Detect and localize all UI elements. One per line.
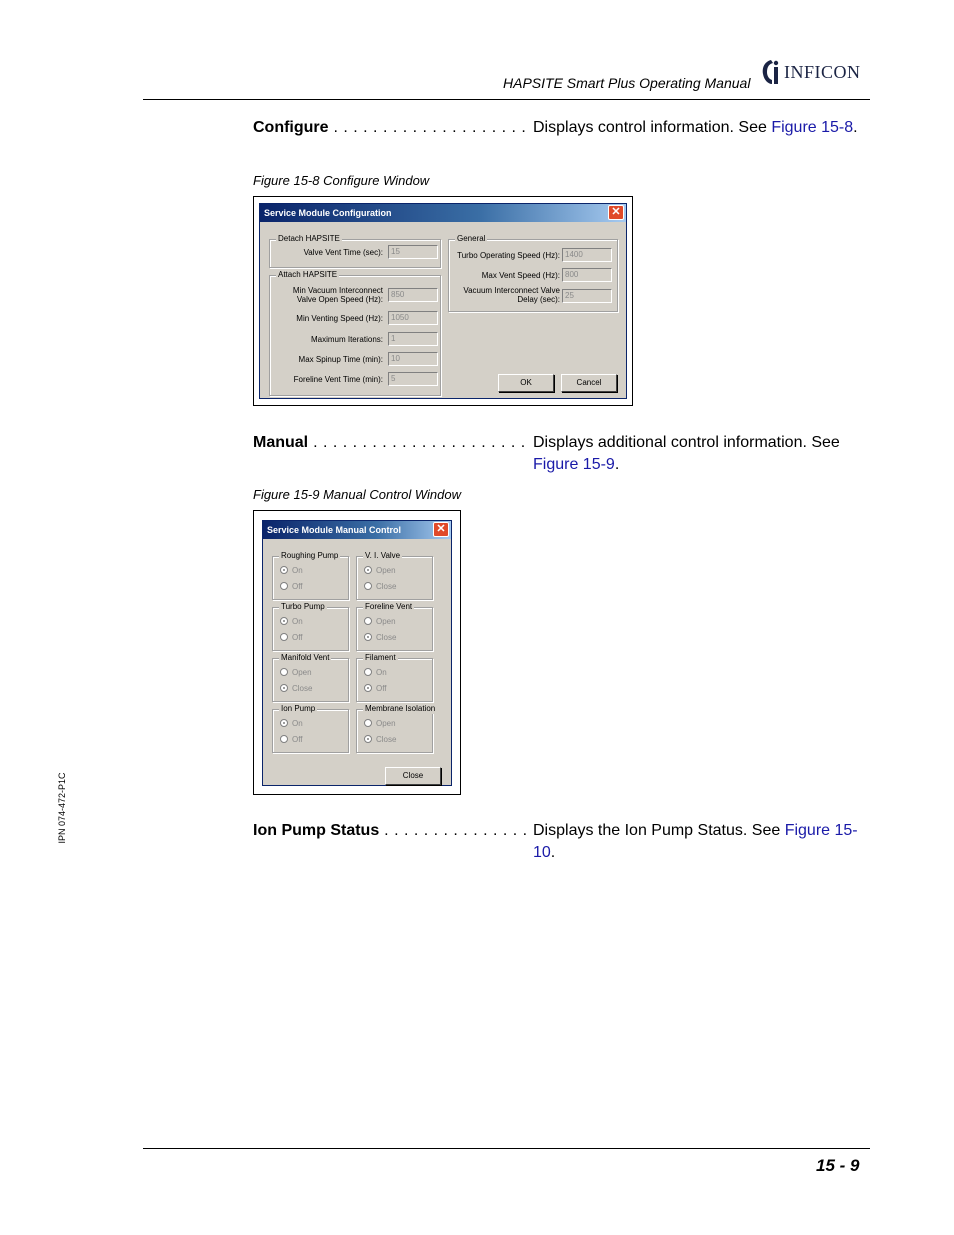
radio-group-label: Filament xyxy=(365,653,396,662)
max-spinup-field[interactable]: 10 xyxy=(388,352,438,366)
radio-option[interactable] xyxy=(364,735,396,745)
radio-option[interactable] xyxy=(364,633,396,643)
figure-caption: Figure 15-8 Configure Window xyxy=(253,173,430,188)
close-icon[interactable]: ✕ xyxy=(608,205,624,220)
figure-link[interactable]: Figure 15-9 xyxy=(533,456,615,473)
logo-text: INFICON xyxy=(784,62,861,82)
group-attach: Attach HAPSITE Min Vacuum Interconnect Valve Open Speed (Hz): 850 Min Venting Speed (Hz): 1050 Maximum Iterations: 1 Max Spinup Time (min): 10 Foreline Vent Time (min): 5 xyxy=(269,275,441,396)
radio-group xyxy=(356,704,436,753)
radio-option[interactable] xyxy=(364,719,396,729)
config-dialog xyxy=(259,203,627,399)
radio-option-label: On xyxy=(292,719,303,728)
entry-ion-pump-status xyxy=(253,820,873,861)
valve-vent-time-field[interactable]: 15 xyxy=(388,245,438,259)
radio-group-label: V. I. Valve xyxy=(365,551,401,560)
radio-option[interactable] xyxy=(280,719,303,729)
radio-option[interactable] xyxy=(280,566,303,576)
radio-button-icon xyxy=(280,566,288,574)
document-ipn: IPN 074-472-P1C xyxy=(57,772,67,844)
radio-button-icon xyxy=(364,617,372,625)
figure-link[interactable]: Figure 15-8 xyxy=(771,119,854,136)
radio-option-label: On xyxy=(292,617,303,626)
entry-leader: . . . . . . . . . . . . . . . xyxy=(379,822,528,839)
radio-group xyxy=(272,551,349,600)
radio-option[interactable] xyxy=(364,684,387,694)
radio-option-label: Off xyxy=(292,582,303,591)
min-venting-speed-field[interactable]: 1050 xyxy=(388,311,438,325)
radio-group xyxy=(272,653,349,702)
radio-option[interactable] xyxy=(280,633,303,643)
dialog-title: Service Module Configuration xyxy=(260,204,626,222)
radio-button-icon xyxy=(364,684,372,692)
radio-option[interactable] xyxy=(280,582,303,592)
foreline-vent-field[interactable]: 5 xyxy=(388,372,438,386)
figure-caption: Figure 15-9 Manual Control Window xyxy=(253,487,461,502)
radio-group-label: Foreline Vent xyxy=(365,602,413,611)
radio-option[interactable] xyxy=(364,566,396,576)
header-rule xyxy=(143,99,870,100)
radio-group-label: Membrane Isolation xyxy=(365,704,436,713)
inficon-logo-icon xyxy=(760,58,782,86)
radio-group-label: Turbo Pump xyxy=(281,602,325,611)
entry-configure xyxy=(253,117,873,139)
entry-term: Configure xyxy=(253,119,329,136)
entry-description: Displays the Ion Pump Status. See Figure 15-10. xyxy=(533,822,858,861)
dialog-title: Service Module Manual Control xyxy=(263,521,451,539)
radio-button-icon xyxy=(280,582,288,590)
cancel-button[interactable]: Cancel xyxy=(561,374,617,392)
radio-button-icon xyxy=(364,566,372,574)
radio-option-label: On xyxy=(292,566,303,575)
radio-button-icon xyxy=(280,735,288,743)
figure-configure-window xyxy=(253,196,633,406)
close-icon[interactable]: ✕ xyxy=(433,522,449,537)
radio-group xyxy=(272,704,349,753)
inficon-logo xyxy=(760,58,872,86)
page-number: 15 - 9 xyxy=(816,1156,860,1175)
figure-link[interactable]: Figure 15-10 xyxy=(533,822,858,861)
radio-group xyxy=(272,602,349,651)
radio-option-label: Off xyxy=(292,633,303,642)
radio-option-label: Off xyxy=(292,735,303,744)
radio-button-icon xyxy=(364,582,372,590)
group-detach: Detach HAPSITE Valve Vent Time (sec): 15 xyxy=(269,239,441,268)
entry-manual xyxy=(253,432,873,473)
radio-group-label: Roughing Pump xyxy=(281,551,339,560)
figure-manual-window xyxy=(253,510,461,795)
manual-dialog xyxy=(262,520,452,786)
group-general: General Turbo Operating Speed (Hz): 1400 Max Vent Speed (Hz): 800 Vacuum Interconnect Valve Delay (sec): 25 xyxy=(448,239,618,312)
radio-option-label: Close xyxy=(376,735,397,744)
radio-option-label: Close xyxy=(292,684,313,693)
radio-option[interactable] xyxy=(280,735,303,745)
radio-option-label: Open xyxy=(292,668,312,677)
radio-group xyxy=(356,602,433,651)
radio-group xyxy=(356,653,433,702)
radio-group-label: Ion Pump xyxy=(281,704,316,713)
radio-button-icon xyxy=(280,719,288,727)
entry-leader: . . . . . . . . . . . . . . . . . . . . xyxy=(328,119,527,136)
entry-leader: . . . . . . . . . . . . . . . . . . . . . . xyxy=(308,434,526,451)
radio-option[interactable] xyxy=(280,684,312,694)
entry-term: Manual xyxy=(253,434,309,451)
radio-option-label: Close xyxy=(376,582,397,591)
vac-delay-field[interactable]: 25 xyxy=(562,289,612,303)
radio-option[interactable] xyxy=(280,668,312,678)
radio-option[interactable] xyxy=(280,617,303,627)
entry-description: Displays control information. See Figure 15-8. xyxy=(533,119,858,136)
radio-button-icon xyxy=(280,633,288,641)
max-vent-speed-field[interactable]: 800 xyxy=(562,268,612,282)
radio-option-label: Close xyxy=(376,633,397,642)
radio-button-icon xyxy=(364,668,372,676)
radio-option-label: Open xyxy=(376,617,396,626)
radio-option[interactable] xyxy=(364,668,387,678)
radio-group-label: Manifold Vent xyxy=(281,653,330,662)
entry-term: Ion Pump Status xyxy=(253,822,380,839)
radio-button-icon xyxy=(364,735,372,743)
radio-option-label: On xyxy=(376,668,387,677)
radio-option-label: Off xyxy=(376,684,387,693)
radio-button-icon xyxy=(280,684,288,692)
footer-rule xyxy=(143,1148,870,1149)
radio-group xyxy=(356,551,433,600)
radio-button-icon xyxy=(364,633,372,641)
radio-option[interactable] xyxy=(364,582,396,592)
radio-option[interactable] xyxy=(364,617,396,627)
radio-option-label: Open xyxy=(376,719,396,728)
radio-button-icon xyxy=(280,668,288,676)
radio-button-icon xyxy=(280,617,288,625)
entry-description: Displays additional control information. See Figure 15-9. xyxy=(533,434,840,473)
radio-option-label: Open xyxy=(376,566,396,575)
ok-button[interactable]: OK xyxy=(498,374,554,392)
radio-button-icon xyxy=(364,719,372,727)
close-button[interactable]: Close xyxy=(385,767,441,785)
max-iterations-field[interactable]: 1 xyxy=(388,332,438,346)
manual-title: HAPSITE Smart Plus Operating Manual xyxy=(503,75,751,91)
min-vac-speed-field[interactable]: 850 xyxy=(388,288,438,302)
turbo-speed-field[interactable]: 1400 xyxy=(562,248,612,262)
